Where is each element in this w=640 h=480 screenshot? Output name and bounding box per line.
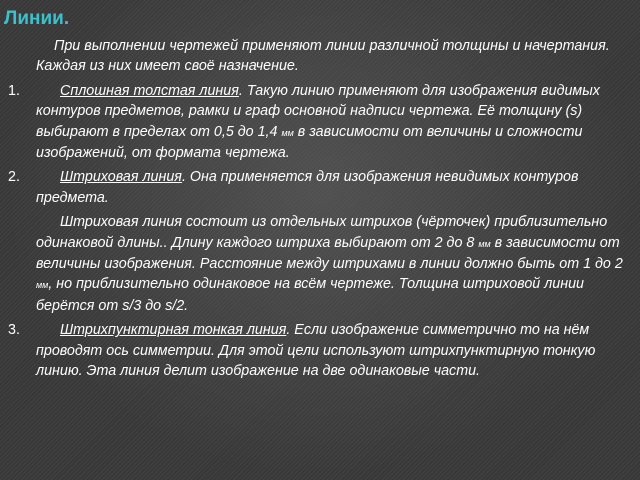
term-dash-dot-thin-line: Штрихпунктирная тонкая линия [60,322,287,339]
slide-content [8,36,636,386]
slide-title: Линии. [4,8,70,29]
unit-label: мм [478,238,491,249]
list-item-dashed-line [8,167,636,208]
term-solid-thick-line: Сплошная толстая линия [60,82,239,99]
item-text: . Она применяется для изображения невидимых контуров предмета. [36,169,579,206]
list-number: 3. [8,322,20,339]
unit-label: мм [36,280,49,291]
list-item-dash-dot-line [8,320,636,381]
item-text: . Если изображение симметрично то на нём проводят ось симметрии. Для этой цели используют штрихпунктирную тонкую линию. Эта линия делит изображение на две одинаковые части. [36,322,596,380]
item-text-continued: в зависимости от величины и сложности изображений, от формата чертежа. [36,123,583,162]
item-text: . Такую линию применяют для изображения видимых контуров предметов, рамки и граф основной надписи чертежа. Её толщину (s) выбирают в пределах от 0,5 до 1,4 [36,82,600,140]
list-number: 2. [8,169,20,186]
list-item-solid-line [8,81,636,164]
unit-label: мм [281,127,294,138]
list-number: 1. [8,82,20,99]
dashed-line-details [8,212,636,316]
dash-text-b: в зависимости от величины изображения. Расстояние между штрихами в линии должно быть от 1 до 2 [36,234,623,273]
intro-paragraph: При выполнении чертежей применяют линии различной толщины и начертания. Каждая из них имеет своё назначение. [36,38,610,75]
dash-text-c: , но приблизительно одинаковое на всём чертеже. Толщина штриховой линии берётся от s/3 до s/2. [36,276,584,314]
term-dashed-line: Штриховая линия [60,169,182,186]
dash-text-a: Штриховая линия состоит из отдельных штрихов (чёрточек) приблизительно одинаковой длины.. Длину каждого штриха выбирают от 2 до 8 [36,214,608,251]
